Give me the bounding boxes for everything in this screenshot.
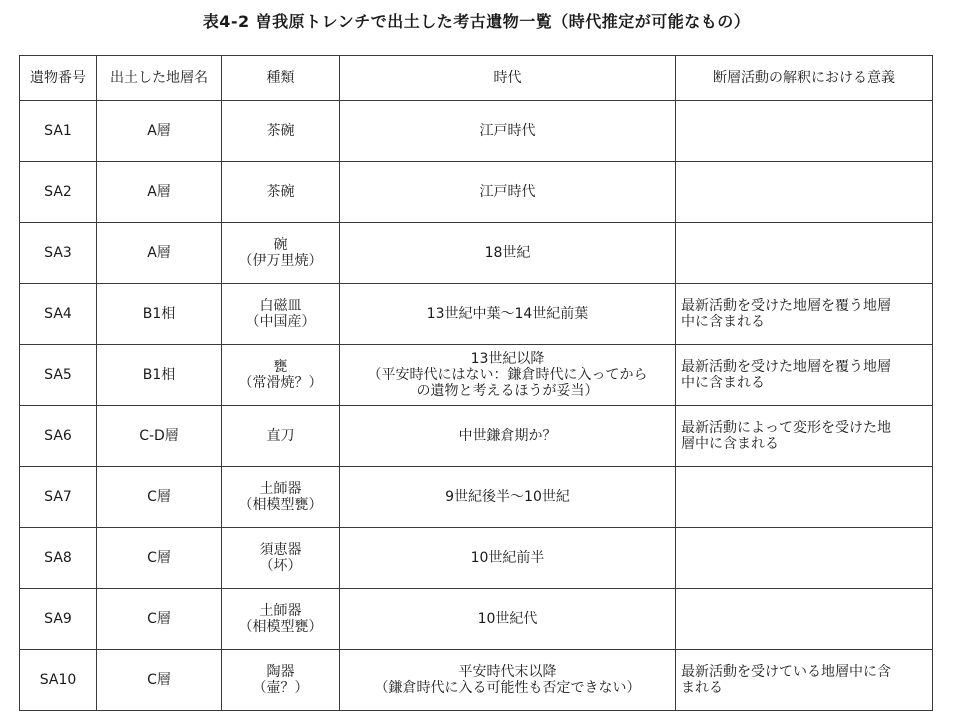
cell-id: SA10 [20, 650, 97, 711]
cell-layer: C層 [97, 589, 222, 650]
cell-kind: 直刀 [222, 406, 340, 467]
cell-layer: C層 [97, 467, 222, 528]
cell-significance [676, 467, 933, 528]
cell-kind: 茶碗 [222, 162, 340, 223]
cell-significance [676, 223, 933, 284]
cell-significance [676, 162, 933, 223]
header-significance: 断層活動の解釈における意義 [676, 56, 933, 101]
cell-era: 中世鎌倉期か？ [340, 406, 676, 467]
cell-significance: 最新活動を受けている地層中に含 まれる [676, 650, 933, 711]
cell-significance: 最新活動によって変形を受けた地 層中に含まれる [676, 406, 933, 467]
cell-kind: 甕 （常滑焼？） [222, 345, 340, 406]
cell-id: SA5 [20, 345, 97, 406]
table-row [20, 101, 933, 162]
cell-id: SA1 [20, 101, 97, 162]
table-row [20, 589, 933, 650]
table-row [20, 345, 933, 406]
cell-kind: 茶碗 [222, 101, 340, 162]
artifact-table [19, 55, 933, 711]
cell-id: SA6 [20, 406, 97, 467]
cell-id: SA3 [20, 223, 97, 284]
cell-layer: A層 [97, 101, 222, 162]
header-kind: 種類 [222, 56, 340, 101]
cell-significance: 最新活動を受けた地層を覆う地層 中に含まれる [676, 345, 933, 406]
table-row [20, 162, 933, 223]
cell-kind: 須恵器 （坏） [222, 528, 340, 589]
cell-era: 13世紀中葉～14世紀前葉 [340, 284, 676, 345]
table-row [20, 284, 933, 345]
cell-era: 10世紀前半 [340, 528, 676, 589]
cell-id: SA7 [20, 467, 97, 528]
cell-kind: 碗 （伊万里焼） [222, 223, 340, 284]
header-row [20, 56, 933, 101]
cell-era: 9世紀後半～10世紀 [340, 467, 676, 528]
cell-layer: B1相 [97, 284, 222, 345]
table-row [20, 467, 933, 528]
cell-era: 平安時代末以降 （鎌倉時代に入る可能性も否定できない） [340, 650, 676, 711]
cell-era: 10世紀代 [340, 589, 676, 650]
cell-id: SA4 [20, 284, 97, 345]
cell-layer: C層 [97, 650, 222, 711]
cell-significance [676, 528, 933, 589]
cell-layer: A層 [97, 162, 222, 223]
cell-era: 江戸時代 [340, 101, 676, 162]
header-layer: 出土した地層名 [97, 56, 222, 101]
cell-era: 江戸時代 [340, 162, 676, 223]
cell-era: 18世紀 [340, 223, 676, 284]
cell-id: SA8 [20, 528, 97, 589]
cell-id: SA2 [20, 162, 97, 223]
cell-significance [676, 101, 933, 162]
cell-kind: 土師器 （相模型甕） [222, 589, 340, 650]
cell-id: SA9 [20, 589, 97, 650]
cell-significance [676, 589, 933, 650]
cell-layer: C-D層 [97, 406, 222, 467]
table-row [20, 406, 933, 467]
cell-layer: C層 [97, 528, 222, 589]
table-row [20, 528, 933, 589]
header-era: 時代 [340, 56, 676, 101]
cell-significance: 最新活動を受けた地層を覆う地層 中に含まれる [676, 284, 933, 345]
table-row [20, 650, 933, 711]
table-title: 表4-2 曽我原トレンチで出土した考古遺物一覧（時代推定が可能なもの） [202, 12, 751, 31]
header-id: 遺物番号 [20, 56, 97, 101]
table-row [20, 223, 933, 284]
cell-kind: 陶器 （壷？） [222, 650, 340, 711]
cell-era: 13世紀以降 （平安時代にはない：鎌倉時代に入ってから の遺物と考えるほうが妥当） [340, 345, 676, 406]
cell-layer: B1相 [97, 345, 222, 406]
cell-kind: 白磁皿 （中国産） [222, 284, 340, 345]
cell-kind: 土師器 （相模型甕） [222, 467, 340, 528]
cell-layer: A層 [97, 223, 222, 284]
